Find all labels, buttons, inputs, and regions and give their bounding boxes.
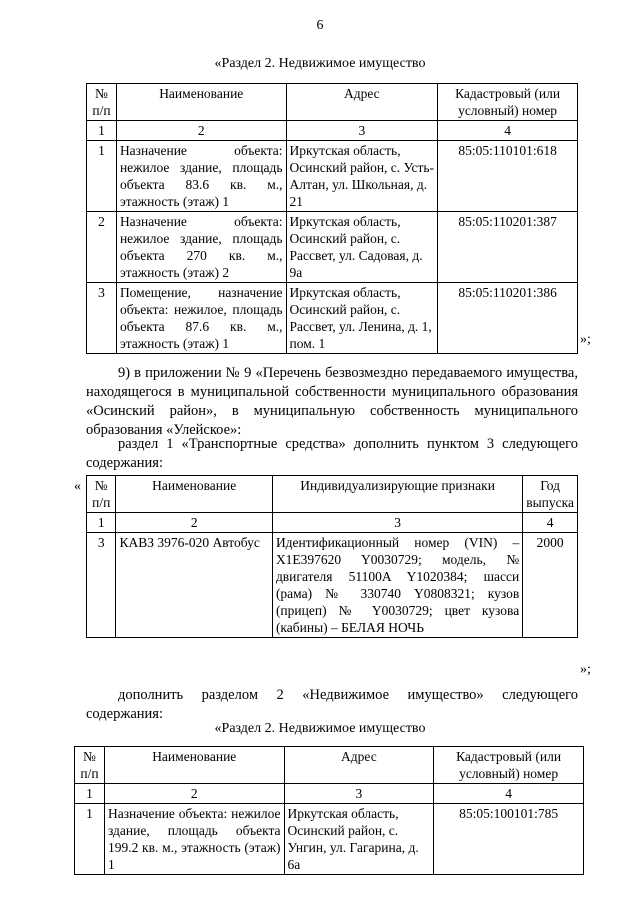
table-header-row — [87, 476, 578, 513]
table-row — [87, 283, 578, 354]
paragraph-transport-text: раздел 1 «Транспортные средства» дополнить пунктом 3 следующего содержания: — [86, 436, 578, 471]
real-estate-table-2 — [74, 746, 584, 875]
header-address: Адрес — [286, 84, 438, 121]
table-header-row — [87, 84, 578, 121]
opening-quote-transport: « — [74, 479, 81, 494]
section2-caption: «Раздел 2. Недвижимое имущество — [214, 721, 426, 736]
col-number: 1 — [87, 121, 117, 141]
table-row — [87, 212, 578, 283]
real-estate-table-1 — [86, 83, 578, 354]
row-num: 3 — [87, 283, 117, 354]
row-name: Помещение, назначение объекта: нежилое, площадь объекта 87.6 кв. м., этажность (этаж) 1 — [116, 283, 286, 354]
table-row — [75, 804, 584, 875]
col-number: 2 — [104, 784, 284, 804]
row-cadastral: 85:05:110101:618 — [438, 141, 578, 212]
header-features: Индивидуализирующие признаки — [272, 476, 522, 513]
table-header-row — [75, 747, 584, 784]
section1-caption: «Раздел 2. Недвижимое имущество — [214, 56, 426, 71]
col-number: 4 — [438, 121, 578, 141]
col-number: 1 — [87, 513, 116, 533]
col-number: 3 — [286, 121, 438, 141]
row-year: 2000 — [523, 533, 578, 638]
header-cadastral: Кадастровый (или условный) номер — [434, 747, 584, 784]
column-number-row — [75, 784, 584, 804]
closing-quote-transport: »; — [580, 662, 591, 677]
table-row — [87, 141, 578, 212]
row-address: Иркутская область, Осинский район, с. Унгин, ул. Гагарина, д. 6а — [284, 804, 434, 875]
header-cadastral: Кадастровый (или условный) номер — [438, 84, 578, 121]
column-number-row — [87, 121, 578, 141]
transport-table — [86, 475, 578, 638]
header-year: Год выпуска — [523, 476, 578, 513]
paragraph-section2 — [86, 686, 578, 724]
paragraph-transport — [86, 435, 578, 473]
row-num: 1 — [87, 141, 117, 212]
row-name: Назначение объекта: нежилое здание, площадь объекта 83.6 кв. м., этажность (этаж) 1 — [116, 141, 286, 212]
header-num: № п/п — [75, 747, 105, 784]
col-number: 4 — [434, 784, 584, 804]
row-num: 1 — [75, 804, 105, 875]
col-number: 2 — [116, 513, 272, 533]
row-num: 2 — [87, 212, 117, 283]
row-name: Назначение объекта: нежилое здание, площадь объекта 199.2 кв. м., этажность (этаж) 1 — [104, 804, 284, 875]
row-name: КАВЗ 3976-020 Автобус — [116, 533, 272, 638]
header-name: Наименование — [104, 747, 284, 784]
header-num: № п/п — [87, 476, 116, 513]
header-num: № п/п — [87, 84, 117, 121]
header-address: Адрес — [284, 747, 434, 784]
row-address: Иркутская область, Осинский район, с. Усть-Алтан, ул. Школьная, д. 21 — [286, 141, 438, 212]
row-address: Иркутская область, Осинский район, с. Рассвет, ул. Садовая, д. 9а — [286, 212, 438, 283]
row-address: Иркутская область, Осинский район, с. Рассвет, ул. Ленина, д. 1, пом. 1 — [286, 283, 438, 354]
closing-quote-1: »; — [580, 332, 591, 347]
col-number: 3 — [284, 784, 434, 804]
table-row — [87, 533, 578, 638]
col-number: 2 — [116, 121, 286, 141]
row-num: 3 — [87, 533, 116, 638]
col-number: 3 — [272, 513, 522, 533]
row-cadastral: 85:05:110201:387 — [438, 212, 578, 283]
row-cadastral: 85:05:100101:785 — [434, 804, 584, 875]
row-features: Идентификационный номер (VIN) – X1E397620 Y0030729; модель, № двигателя 51100A Y1020384; шасси (рама) № 330740 Y0808321; кузов (прицеп) № Y0030729; цвет кузова (кабины) – БЕЛАЯ НОЧЬ — [272, 533, 522, 638]
paragraph-section2-text: дополнить разделом 2 «Недвижимое имущество» следующего содержания: — [86, 687, 578, 722]
col-number: 4 — [523, 513, 578, 533]
row-cadastral: 85:05:110201:386 — [438, 283, 578, 354]
row-name: Назначение объекта: нежилое здание, площадь объекта 270 кв. м., этажность (этаж) 2 — [116, 212, 286, 283]
paragraph-annex-9 — [86, 364, 578, 440]
header-name: Наименование — [116, 476, 272, 513]
col-number: 1 — [75, 784, 105, 804]
page-number: 6 — [316, 18, 324, 33]
column-number-row — [87, 513, 578, 533]
header-name: Наименование — [116, 84, 286, 121]
paragraph-annex-9-text: 9) в приложении № 9 «Перечень безвозмездно передаваемого имущества, находящегося в муниципальной собственности муниципального образования «Осинский район», в муниципальную собственность муниципального образования «Улейское»: — [86, 365, 578, 438]
